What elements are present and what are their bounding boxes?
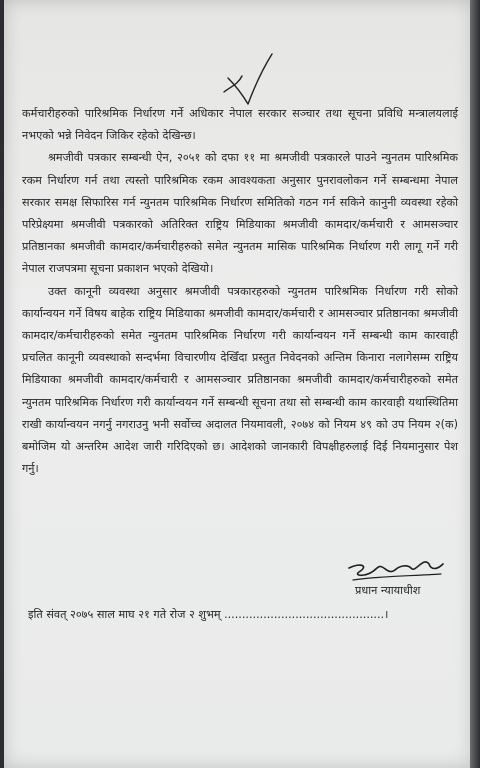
paragraph-3: उक्त कानूनी व्यवस्था अनुसार श्रमजीवी पत्रकारहरुको न्युनतम पारिश्रमिक निर्धारण गरी सोको कार्यान्वयन गर्ने विषय बाहेक राष्ट्रिय मिडियाका श्रमजीवी कामदार/कर्मचारी र आमसञ्चार प्रतिष्ठानका श्रमजीवी कामदार/कर्मचारीहरुको समेत न्युनतम पारिश्रमिक निर्धारण गरी कार्यान्वयन गर्ने सम्बन्धी काम कारवाही प्रचलित कानूनी व्यवस्थाको सन्दर्भमा विचारणीय देखिँदा प्रस्तुत निवेदनको अन्तिम किनारा नलागेसम्म राष्ट्रिय मिडियाका श्रमजीवी कामदार/कर्मचारी र आमसञ्चार प्रतिष्ठानका श्रमजीवी कामदार/कर्मचारीहरुको समेत न्युनतम पारिश्रमिक निर्धारण गरी कार्यान्वयन गर्ने सम्बन्धी सूचना तथा सो सम्बन्धी काम कारवाही यथास्थितिमा राखी कार्यान्वयन नगर्नु नगराउनु भनी सर्वोच्च अदालत नियमावली, २०७४ को नियम ४९ को उप नियम २(क) बमोजिम यो अन्तरिम आदेश जारी गरिदिएको छ। आदेशको जानकारी विपक्षीहरुलाई दिई नियमानुसार पेश गर्नु। bbox=[22, 284, 458, 476]
signature-title: प्रधान न्यायाधीश bbox=[355, 584, 421, 597]
handwritten-check-mark bbox=[218, 50, 276, 110]
closing-line: इति संवत् २०७५ साल माघ २१ गते रोज २ शुभम् .............................................। bbox=[28, 608, 389, 621]
page-edge-shadow bbox=[470, 0, 480, 768]
paragraph-2: श्रमजीवी पत्रकार सम्बन्धी ऐन, २०५१ को दफा ११ मा श्रमजीवी पत्रकारले पाउने न्युनतम पारिश्रमिक रकम निर्धारण गर्न तथा त्यस्तो पारिश्रमिक रकम आवश्यकता अनुसार पुनरावलोकन गर्ने सम्बन्धमा नेपाल सरकार समक्ष सिफारिस गर्न न्युनतम पारिश्रमिक निर्धारण समितिको गठन गर्न सकिने कानुनी व्यवस्था रहेको परिप्रेक्ष्यमा श्रमजीवी पत्रकारको अतिरिक्त राष्ट्रिय मिडियाका श्रमजीवी कामदार/कर्मचारी र आमसञ्चार प्रतिष्ठानका श्रमजीवी कामदार/कर्मचारीहरुको समेत न्युनतम मासिक पारिश्रमिक निर्धारण गरी लागू गर्ने गरी नेपाल राजपत्रमा सूचना प्रकाशन भएको देखियो। bbox=[22, 151, 458, 276]
paragraph-1: कर्मचारीहरुको पारिश्रमिक निर्धारण गर्ने अधिकार नेपाल सरकार सञ्चार तथा सूचना प्रविधि मन्त्रालयलाई नभएको भन्ने निवेदन जिकिर रहेको देखिन्छ। bbox=[22, 107, 458, 143]
document-body bbox=[22, 103, 458, 480]
